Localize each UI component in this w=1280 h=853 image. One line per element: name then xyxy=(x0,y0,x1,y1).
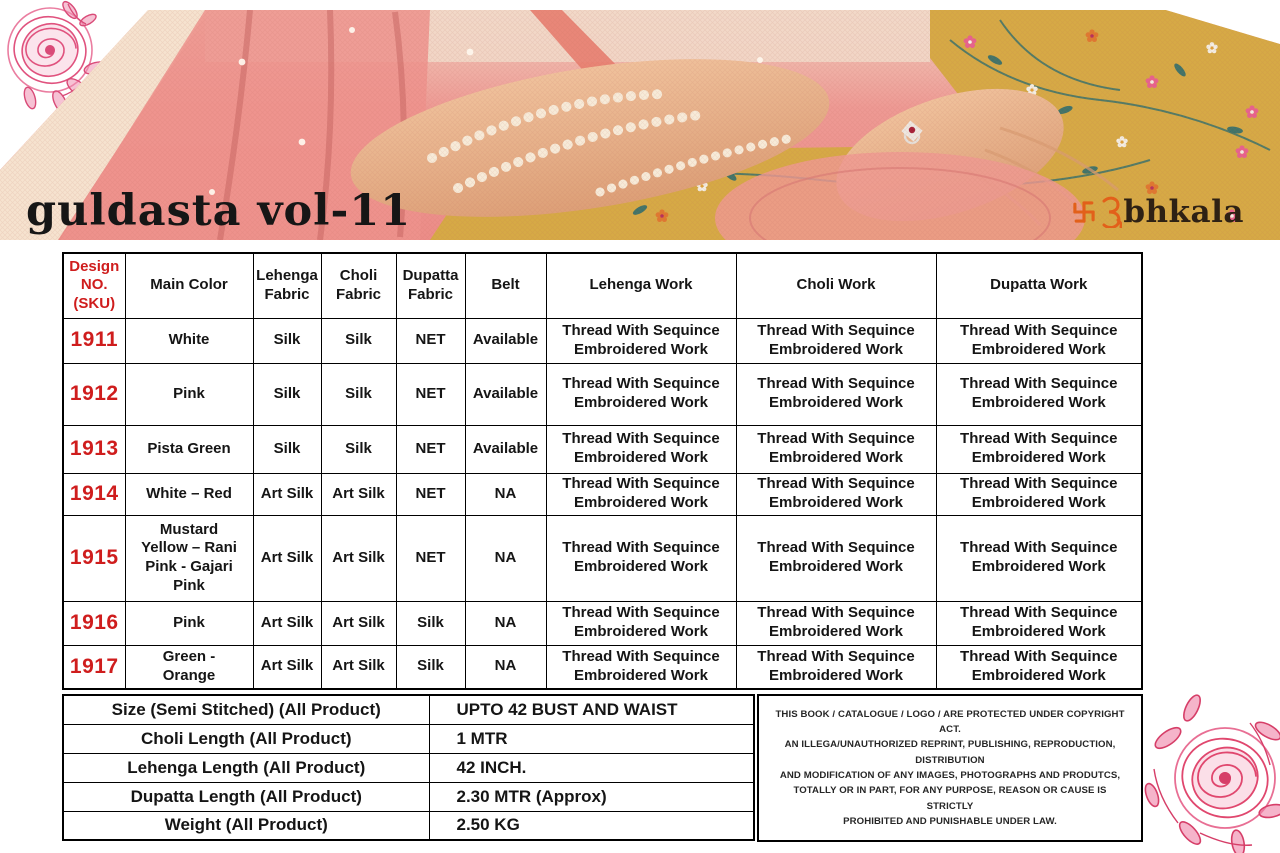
copyright-line: AND MODIFICATION OF ANY IMAGES, PHOTOGRAPHS AND PRODUTCS, xyxy=(779,770,1121,781)
copyright-line: THIS BOOK / CATALOGUE / LOGO / ARE PROTECTED UNDER COPYRIGHT ACT. xyxy=(775,708,1125,735)
choli-fabric-cell: Silk xyxy=(321,363,396,425)
spec-value: 1 MTR xyxy=(429,724,754,753)
choli-work-cell: Thread With Sequince Embroidered Work xyxy=(736,318,936,363)
spec-label: Choli Length (All Product) xyxy=(63,724,429,753)
dupatta-fabric-cell: NET xyxy=(396,473,465,515)
lehenga-fabric-cell: Art Silk xyxy=(253,645,321,689)
main-color-cell: Green - Orange xyxy=(125,645,253,689)
product-row xyxy=(63,473,1142,515)
spec-table-body xyxy=(63,695,754,840)
lehenga-fabric-cell: Art Silk xyxy=(253,473,321,515)
column-header: Belt xyxy=(465,253,546,318)
main-color-cell: Mustard Yellow – Rani Pink - Gajari Pink xyxy=(125,515,253,601)
column-header: Choli Work xyxy=(736,253,936,318)
lehenga-work-cell: Thread With Sequince Embroidered Work xyxy=(546,363,736,425)
product-table-header-row xyxy=(63,253,1142,318)
column-header: Dupatta Work xyxy=(936,253,1142,318)
product-row xyxy=(63,645,1142,689)
belt-cell: Available xyxy=(465,318,546,363)
brand-logo xyxy=(1071,194,1244,230)
belt-cell: Available xyxy=(465,363,546,425)
spec-value: 2.50 KG xyxy=(429,811,754,840)
copyright-line: AN ILLEGA/UNAUTHORIZED REPRINT, PUBLISHING, REPRODUCTION, DISTRIBUTION xyxy=(784,739,1116,766)
swastika-icon xyxy=(1071,199,1097,225)
dupatta-fabric-cell: Silk xyxy=(396,645,465,689)
choli-fabric-cell: Silk xyxy=(321,425,396,473)
belt-cell: NA xyxy=(465,601,546,645)
choli-fabric-cell: Art Silk xyxy=(321,473,396,515)
lehenga-work-cell: Thread With Sequince Embroidered Work xyxy=(546,425,736,473)
lehenga-fabric-cell: Silk xyxy=(253,363,321,425)
spec-value: 2.30 MTR (Approx) xyxy=(429,782,754,811)
dupatta-work-cell: Thread With Sequince Embroidered Work xyxy=(936,363,1142,425)
product-row xyxy=(63,601,1142,645)
belt-cell: NA xyxy=(465,473,546,515)
spec-row xyxy=(63,782,754,811)
choli-fabric-cell: Silk xyxy=(321,318,396,363)
main-color-cell: Pink xyxy=(125,363,253,425)
belt-cell: Available xyxy=(465,425,546,473)
brand-name: bhkala xyxy=(1123,194,1244,230)
column-header: Design NO. (SKU) xyxy=(63,253,125,318)
copyright-line: TOTALLY OR IN PART, FOR ANY PURPOSE, REASON OR CAUSE IS STRICTLY xyxy=(793,785,1107,812)
main-color-cell: Pink xyxy=(125,601,253,645)
lehenga-fabric-cell: Silk xyxy=(253,425,321,473)
spec-label: Size (Semi Stitched) (All Product) xyxy=(63,695,429,724)
dupatta-fabric-cell: NET xyxy=(396,425,465,473)
belt-cell: NA xyxy=(465,515,546,601)
dupatta-fabric-cell: Silk xyxy=(396,601,465,645)
column-header: Lehenga Work xyxy=(546,253,736,318)
spec-value: 42 INCH. xyxy=(429,753,754,782)
belt-cell: NA xyxy=(465,645,546,689)
choli-fabric-cell: Art Silk xyxy=(321,601,396,645)
dupatta-fabric-cell: NET xyxy=(396,318,465,363)
choli-work-cell: Thread With Sequince Embroidered Work xyxy=(736,363,936,425)
spec-label: Weight (All Product) xyxy=(63,811,429,840)
product-table-body xyxy=(63,318,1142,689)
spec-value: UPTO 42 BUST AND WAIST xyxy=(429,695,754,724)
lehenga-work-cell: Thread With Sequince Embroidered Work xyxy=(546,645,736,689)
column-header: Dupatta Fabric xyxy=(396,253,465,318)
choli-fabric-cell: Art Silk xyxy=(321,645,396,689)
spec-label: Lehenga Length (All Product) xyxy=(63,753,429,782)
dupatta-work-cell: Thread With Sequince Embroidered Work xyxy=(936,645,1142,689)
spec-table xyxy=(62,694,755,841)
choli-work-cell: Thread With Sequince Embroidered Work xyxy=(736,425,936,473)
lehenga-work-cell: Thread With Sequince Embroidered Work xyxy=(546,601,736,645)
lehenga-work-cell: Thread With Sequince Embroidered Work xyxy=(546,515,736,601)
sku-cell: 1915 xyxy=(63,515,125,601)
sku-cell: 1911 xyxy=(63,318,125,363)
brand-script-glyph-icon xyxy=(1100,196,1122,228)
rose-ornament-bottom-right-icon xyxy=(1130,683,1280,853)
product-row xyxy=(63,515,1142,601)
sku-cell: 1916 xyxy=(63,601,125,645)
lehenga-fabric-cell: Silk xyxy=(253,318,321,363)
sku-cell: 1917 xyxy=(63,645,125,689)
product-row xyxy=(63,318,1142,363)
catalog-title: guldasta vol-11 xyxy=(26,186,412,236)
product-table xyxy=(62,252,1143,690)
spec-row xyxy=(63,753,754,782)
copyright-notice xyxy=(757,694,1143,842)
main-color-cell: Pista Green xyxy=(125,425,253,473)
sku-cell: 1914 xyxy=(63,473,125,515)
dupatta-work-cell: Thread With Sequince Embroidered Work xyxy=(936,473,1142,515)
dupatta-work-cell: Thread With Sequince Embroidered Work xyxy=(936,601,1142,645)
choli-work-cell: Thread With Sequince Embroidered Work xyxy=(736,515,936,601)
spec-row xyxy=(63,724,754,753)
lehenga-fabric-cell: Art Silk xyxy=(253,601,321,645)
copyright-line: PROHIBITED AND PUNISHABLE UNDER LAW. xyxy=(843,816,1057,828)
choli-work-cell: Thread With Sequince Embroidered Work xyxy=(736,473,936,515)
lehenga-work-cell: Thread With Sequince Embroidered Work xyxy=(546,473,736,515)
sku-cell: 1913 xyxy=(63,425,125,473)
column-header: Choli Fabric xyxy=(321,253,396,318)
sku-cell: 1912 xyxy=(63,363,125,425)
product-row xyxy=(63,363,1142,425)
column-header: Main Color xyxy=(125,253,253,318)
main-color-cell: White – Red xyxy=(125,473,253,515)
column-header: Lehenga Fabric xyxy=(253,253,321,318)
dupatta-work-cell: Thread With Sequince Embroidered Work xyxy=(936,515,1142,601)
choli-fabric-cell: Art Silk xyxy=(321,515,396,601)
choli-work-cell: Thread With Sequince Embroidered Work xyxy=(736,645,936,689)
dupatta-work-cell: Thread With Sequince Embroidered Work xyxy=(936,318,1142,363)
product-row xyxy=(63,425,1142,473)
spec-label: Dupatta Length (All Product) xyxy=(63,782,429,811)
dupatta-fabric-cell: NET xyxy=(396,515,465,601)
lehenga-work-cell: Thread With Sequince Embroidered Work xyxy=(546,318,736,363)
spec-row xyxy=(63,695,754,724)
spec-row xyxy=(63,811,754,840)
choli-work-cell: Thread With Sequince Embroidered Work xyxy=(736,601,936,645)
lehenga-fabric-cell: Art Silk xyxy=(253,515,321,601)
dupatta-work-cell: Thread With Sequince Embroidered Work xyxy=(936,425,1142,473)
main-color-cell: White xyxy=(125,318,253,363)
dupatta-fabric-cell: NET xyxy=(396,363,465,425)
